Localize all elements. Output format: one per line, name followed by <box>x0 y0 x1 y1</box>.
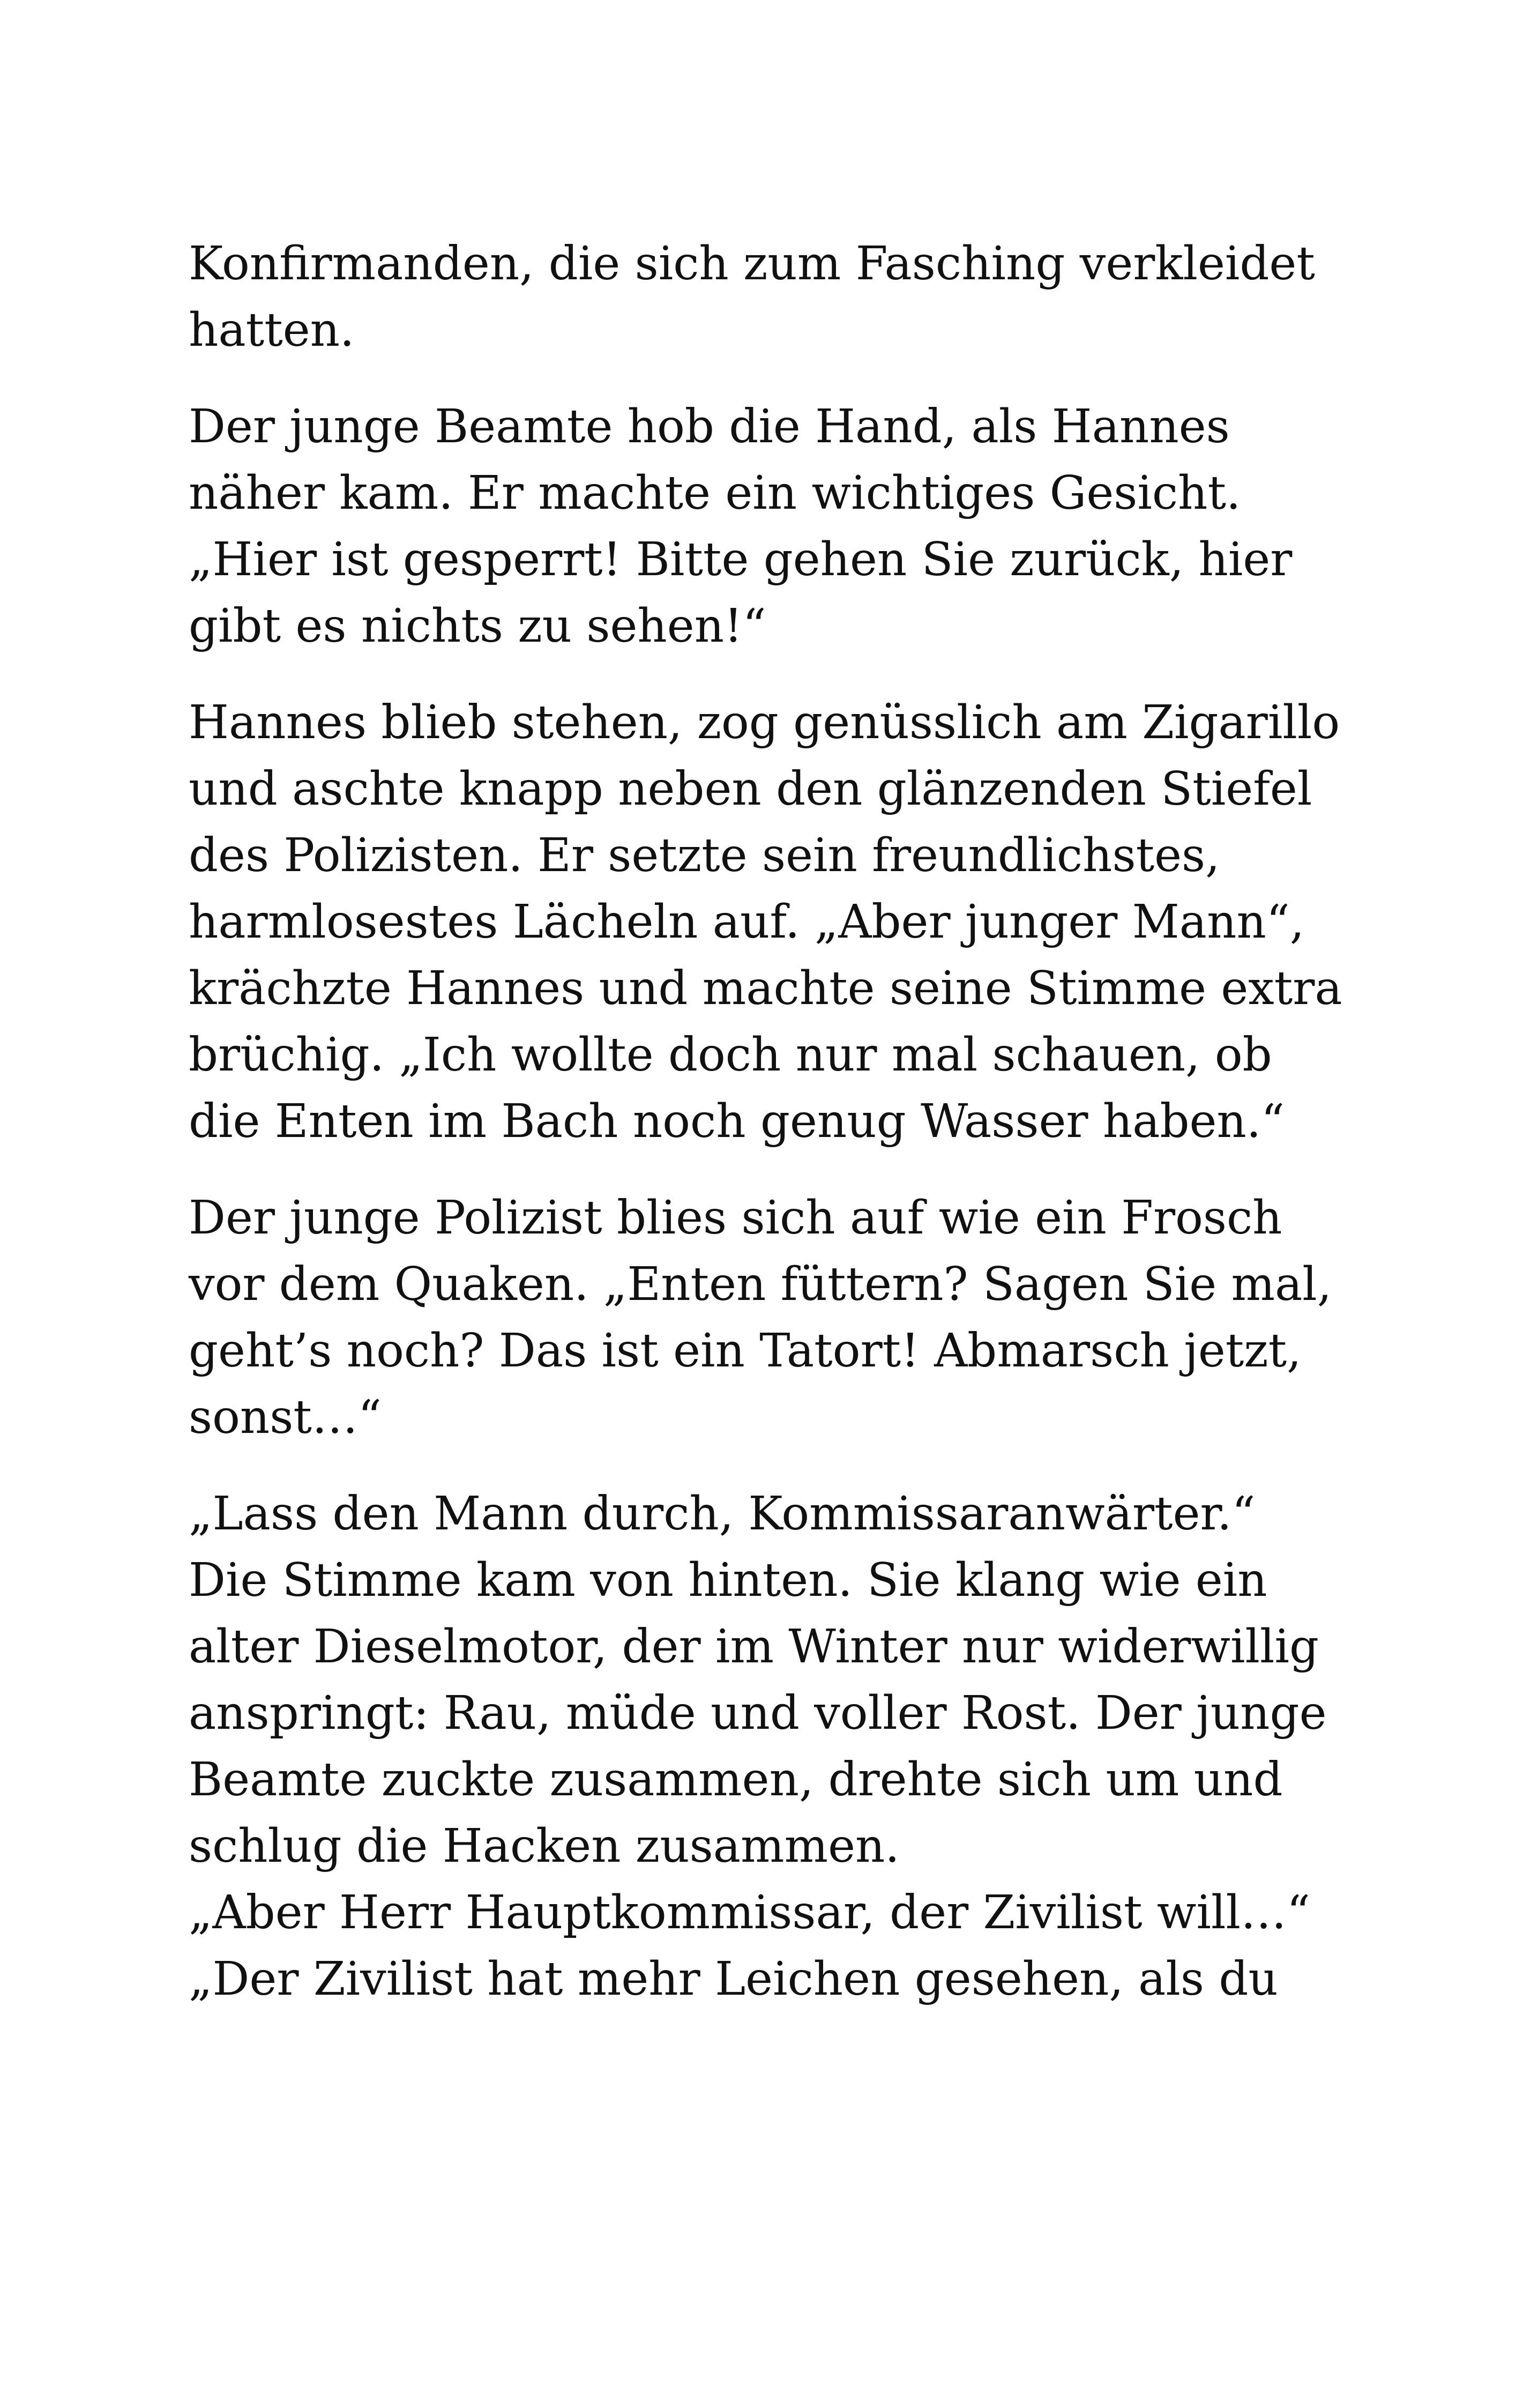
text-line: und aschte knapp neben den glänzenden Stiefel <box>189 762 1312 816</box>
paragraph-2 <box>189 393 1368 659</box>
text-line: vor dem Quaken. „Enten füttern? Sagen Sie mal, <box>189 1258 1332 1311</box>
text-line: gibt es nichts zu sehen!“ <box>189 599 766 653</box>
text-line: „Aber Herr Hauptkommissar, der Zivilist will…“ <box>189 1886 1311 1939</box>
text-line: Beamte zuckte zusammen, drehte sich um und <box>189 1753 1283 1807</box>
text-line: Der junge Polizist blies sich auf wie ein Frosch <box>189 1191 1282 1245</box>
text-line: „Lass den Mann durch, Kommissaranwärter.“ <box>189 1487 1256 1541</box>
paragraph-4 <box>189 1185 1368 1451</box>
text-line: Hannes blieb stehen, zog genüsslich am Zigarillo <box>189 696 1340 749</box>
text-line: „Hier ist gesperrt! Bitte gehen Sie zurück, hier <box>189 533 1293 586</box>
text-line: alter Dieselmotor, der im Winter nur widerwillig <box>189 1620 1319 1674</box>
text-line: näher kam. Er machte ein wichtiges Gesicht. <box>189 466 1241 520</box>
paragraph-1 <box>189 231 1368 363</box>
text-line: Konfirmanden, die sich zum Fasching verkleidet <box>189 237 1315 291</box>
paragraph-5 <box>189 1481 1368 2012</box>
text-line: Der junge Beamte hob die Hand, als Hannes <box>189 400 1230 454</box>
text-line: hatten. <box>189 303 355 357</box>
paragraph-3 <box>189 689 1368 1155</box>
text-line: geht’s noch? Das ist ein Tatort! Abmarsch jetzt, <box>189 1324 1302 1378</box>
text-line: des Polizisten. Er setzte sein freundlichstes, <box>189 829 1220 882</box>
text-line: schlug die Hacken zusammen. <box>189 1819 900 1873</box>
text-line: harmlosestes Lächeln auf. „Aber junger Mann“, <box>189 895 1305 949</box>
book-page-text <box>189 231 1368 2012</box>
text-line: sonst…“ <box>189 1391 382 1444</box>
text-line: brüchig. „Ich wollte doch nur mal schauen, ob <box>189 1028 1272 1082</box>
text-line: krächzte Hannes und machte seine Stimme extra <box>189 962 1342 1015</box>
text-line: die Enten im Bach noch genug Wasser haben.“ <box>189 1095 1285 1148</box>
text-line: „Der Zivilist hat mehr Leichen gesehen, als du <box>189 1952 1278 2006</box>
text-line: Die Stimme kam von hinten. Sie klang wie ein <box>189 1554 1267 1607</box>
text-line: anspringt: Rau, müde und voller Rost. Der junge <box>189 1686 1327 1740</box>
